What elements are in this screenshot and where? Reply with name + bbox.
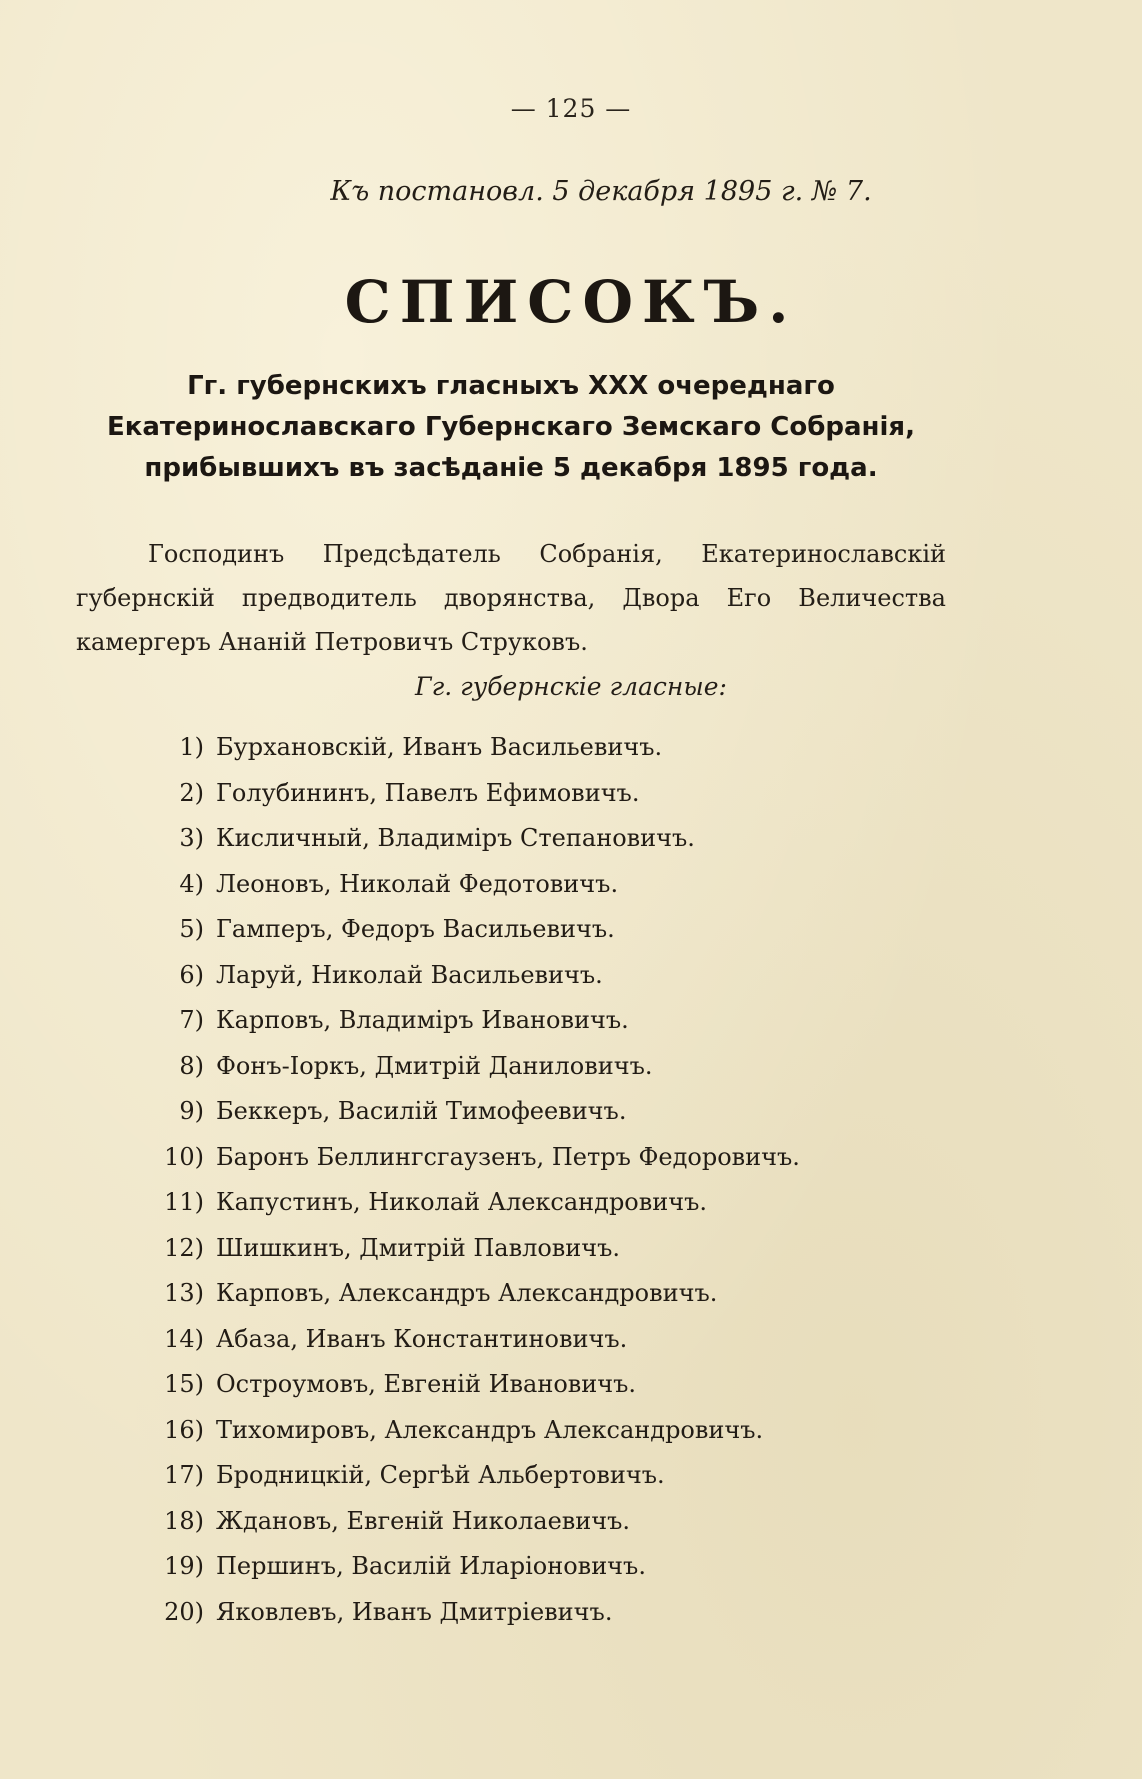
list-item-number: 6)	[179, 960, 204, 989]
list-item-name: Ждановъ, Евгеній Николаевичъ.	[216, 1506, 631, 1535]
list-item-number: 20)	[164, 1597, 204, 1626]
list-item	[140, 1453, 960, 1499]
list-item	[140, 1544, 960, 1590]
list-item-number: 15)	[164, 1370, 204, 1398]
list-item-name: Гамперъ, Федоръ Васильевичъ.	[216, 915, 615, 943]
document-title: СПИСОКЪ.	[344, 268, 798, 336]
list-item-number: 17)	[164, 1461, 204, 1489]
list-item	[140, 1089, 960, 1135]
list-item-number: 7)	[179, 1006, 204, 1034]
list-item-number: 10)	[164, 1142, 204, 1171]
list-item	[140, 1226, 960, 1272]
list-item-name: Карповъ, Владиміръ Ивановичъ.	[216, 1006, 629, 1034]
list-item-number: 16)	[164, 1415, 204, 1444]
list-item-number: 14)	[164, 1324, 204, 1353]
members-list	[140, 725, 960, 1635]
resolution-reference: Къ постановл. 5 декабря 1895 г. № 7.	[330, 176, 872, 207]
list-item	[140, 1135, 960, 1181]
list-item-name: Беккеръ, Василій Тимофеевичъ.	[216, 1097, 627, 1125]
list-item-number: 1)	[179, 733, 204, 761]
list-item	[140, 1317, 960, 1363]
list-item-number: 5)	[179, 915, 204, 943]
list-item-number: 13)	[164, 1279, 204, 1307]
list-item	[140, 1408, 960, 1454]
list-item-name: Тихомировъ, Александръ Александровичъ.	[216, 1415, 764, 1444]
list-item-name: Остроумовъ, Евгеній Ивановичъ.	[216, 1370, 637, 1398]
list-item	[140, 1180, 960, 1226]
list-item-name: Ларуй, Николай Васильевичъ.	[216, 960, 603, 989]
page-number: — 125 —	[510, 94, 632, 123]
list-heading: Гг. губернскіе гласные:	[415, 672, 727, 701]
list-item-name: Фонъ-Іоркъ, Дмитрій Даниловичъ.	[216, 1051, 653, 1080]
list-item-number: 9)	[179, 1097, 204, 1125]
list-item-name: Шишкинъ, Дмитрій Павловичъ.	[216, 1233, 621, 1262]
list-item-number: 19)	[164, 1552, 204, 1580]
list-item-name: Бурхановскій, Иванъ Васильевичъ.	[216, 733, 663, 761]
list-item-name: Абаза, Иванъ Константиновичъ.	[216, 1324, 628, 1353]
list-item-number: 12)	[164, 1233, 204, 1262]
list-item-number: 11)	[164, 1188, 204, 1216]
list-item-name: Кисличный, Владиміръ Степановичъ.	[216, 824, 695, 852]
list-item	[140, 816, 960, 862]
list-item-number: 4)	[179, 869, 204, 898]
list-item	[140, 953, 960, 999]
list-item-name: Першинъ, Василій Иларіоновичъ.	[216, 1552, 646, 1580]
list-item	[140, 1362, 960, 1408]
list-item	[140, 1590, 960, 1636]
document-subtitle: Гг. губернскихъ гласныхъ XXX очереднаго Екатеринославскаго Губернскаго Земскаго Собранія, прибывшихъ въ засѣданіе 5 декабря 1895 года.	[106, 371, 915, 483]
list-item	[140, 998, 960, 1044]
list-item-name: Карповъ, Александръ Александровичъ.	[216, 1279, 718, 1307]
list-item-name: Яковлевъ, Иванъ Дмитріевичъ.	[216, 1597, 613, 1626]
list-item-name: Капустинъ, Николай Александровичъ.	[216, 1188, 708, 1216]
list-item-number: 2)	[179, 778, 204, 807]
list-item-name: Бродницкій, Сергѣй Альбертовичъ.	[216, 1461, 665, 1489]
list-item	[140, 771, 960, 817]
list-item	[140, 725, 960, 771]
chairman-text: Господинъ Предсѣдатель Собранія, Екатеринославскій губернскій предводитель дворянства, Двора Его Величества камергеръ Ананій Петровичъ Струковъ.	[76, 540, 946, 656]
list-item-number: 18)	[164, 1506, 204, 1535]
list-item-name: Баронъ Беллингсгаузенъ, Петръ Федоровичъ.	[216, 1142, 800, 1171]
list-item	[140, 862, 960, 908]
list-item-number: 3)	[179, 824, 204, 852]
list-item	[140, 907, 960, 953]
list-item-name: Голубининъ, Павелъ Ефимовичъ.	[216, 778, 640, 807]
list-item	[140, 1271, 960, 1317]
list-item-name: Леоновъ, Николай Федотовичъ.	[216, 869, 619, 898]
list-item-number: 8)	[179, 1051, 204, 1080]
chairman-paragraph	[76, 532, 946, 664]
list-item	[140, 1044, 960, 1090]
list-item	[140, 1499, 960, 1545]
